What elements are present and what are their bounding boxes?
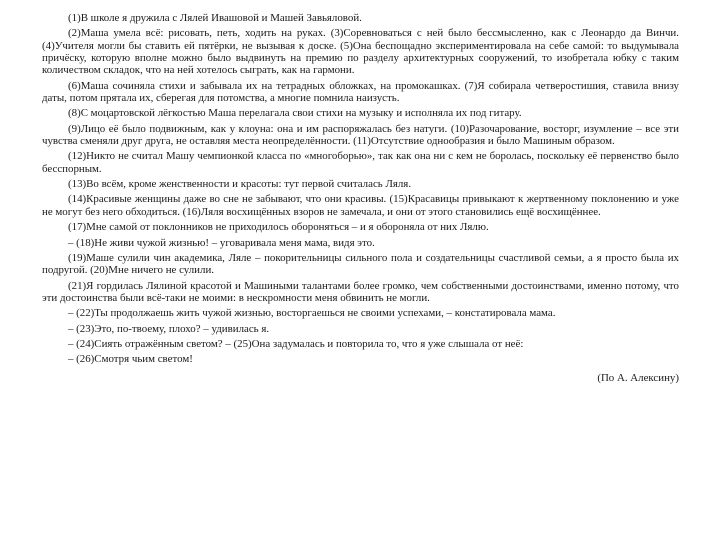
paragraph-7: (13)Во всём, кроме женственности и красоты: тут первой считалась Ляля. [68,178,412,191]
paragraph-2: (2)Маша умела всё: рисовать, петь, ходить на руках. (3)Соревноваться с ней было бессмысленно, как с Леонардо да Винчи. (4)Учителя могли бы ставить ей пятёрки, не вызывая к доске. (5)Она беспощадно экспериментировала на себе самой: то выдумывала причёску, которую вполне можно было выдвинуть на премию по разделу архитектурных сооружений, то изобретала юбку с таким количеством складок, что на ней хотелось сыграть, как на гармони. [42,27,679,77]
paragraph-6: (12)Никто не считал Машу чемпионкой класса по «многоборью», так как она ни с кем не боролась, поскольку её первенство было бесспорным. [42,150,679,175]
paragraph-9: (17)Мне самой от поклонников не приходилось обороняться – и я обороняла от них Лялю. [68,221,489,234]
paragraph-3: (6)Маша сочиняла стихи и забывала их на тетрадных обложках, на промокашках. (7)Я собирала четверостишия, ставила внизу даты, потом прятала их, сберегая для потомства, а многие помнила наизусть. [42,79,679,105]
paragraph-14: – (23)Это, по-твоему, плохо? – удивилась я. [68,322,270,335]
paragraph-13: – (22)Ты продолжаешь жить чужой жизнью, восторгаешься не своими успехами, – констатировала мама. [68,307,556,320]
paragraph-16: – (26)Смотря чьим светом! [68,353,193,366]
text-document [42,12,679,387]
paragraph-12: (21)Я гордилась Лялиной красотой и Машиными талантами более громко, чем собственными достоинствами, именно потому, что эти достоинства были всё-таки не моими: в нескромности меня обвинить не могли. [42,279,679,304]
source-attribution: (По А. Алексину) [597,371,679,384]
paragraph-11: (19)Маше сулили чин академика, Ляле – покорительницы сильного пола и создательницы счастливой семьи, а я просто была их подругой. (20)Мне ничего не сулили. [42,251,679,277]
paragraph-4: (8)С моцартовской лёгкостью Маша перелагала свои стихи на музыку и исполняла их под гитару. [68,107,522,120]
paragraph-10: – (18)Не живи чужой жизнью! – уговаривала меня мама, видя это. [68,236,375,249]
paragraph-8: (14)Красивые женщины даже во сне не забывают, что они красивы. (15)Красавицы привыкают к жертвенному поклонению и уже не могут без него обходиться. (16)Ляля восхищённых взоров не замечала, и они от этого становились ещё восхищённее. [42,193,679,218]
paragraph-15: – (24)Сиять отражённым светом? – (25)Она задумалась и повторила то, что я уже слышала от неё: [68,337,524,350]
paragraph-1: (1)В школе я дружила с Лялей Ивашовой и Машей Завьяловой. [68,12,362,24]
paragraph-5: (9)Лицо её было подвижным, как у клоуна: она и им распоряжалась без натуги. (10)Разочарование, восторг, изумление – все эти чувства сменяли друг друга, не оставляя места неопределённости. (11)Отсутствие однообразия и было Машиным образом. [42,122,679,148]
